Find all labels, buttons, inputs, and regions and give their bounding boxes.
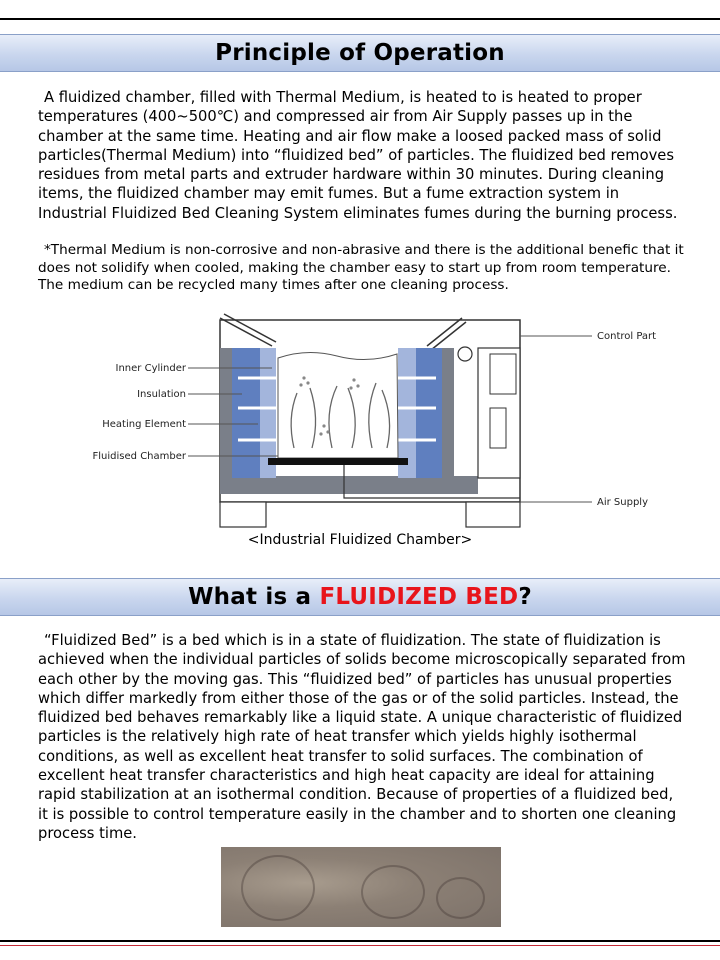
section-title: Principle of Operation [215,40,505,66]
fluidized-bed-photo [221,847,501,927]
principle-paragraph: A fluidized chamber, filled with Thermal Medium, is heated to is heated to proper temperatures (400~500℃) and compressed air from Air Supply passes up in the chamber at the same time. Heating and air flow make a loosed packed mass of solid particles(Thermal Medium) into “fluidized bed” of particles. The fluidized bed removes residues from metal parts and extruder hardware within 30 minutes. During cleaning items, the fluidized chamber may emit fumes. But a fume extraction system in Industrial Fluidized Bed Cleaning System eliminates fumes during the burning process. [38,89,678,222]
diagram-caption: <Industrial Fluidized Chamber> [247,532,473,548]
right-insulation [416,348,442,478]
thermal-medium-note: *Thermal Medium is non-corrosive and non-abrasive and there is the additional benefic that it does not solidify when cooled, making the chamber easy to start up from room temperature. The medium can be recycled many times after one cleaning process. [38,242,684,293]
label-heating-element: Heating Element [102,419,186,430]
title-prefix: What is a [188,584,320,610]
bottom-rule [0,940,720,942]
bottom-accent-rule [0,945,720,946]
label-control-part: Control Part [597,331,657,342]
title-suffix: ? [518,584,532,610]
photo-swirl [436,877,485,919]
photo-swirl [241,855,315,921]
left-frame [220,348,232,494]
right-frame [442,348,454,494]
support-plate [268,458,408,465]
label-inner-cylinder: Inner Cylinder [115,363,186,374]
label-insulation: Insulation [137,389,186,400]
photo-swirl [361,865,425,919]
left-foot [220,502,266,527]
right-foot [466,502,520,527]
fluidized-bed-paragraph: “Fluidized Bed” is a bed which is in a state of fluidization. The state of fluidization is achieved when the individual particles of solids become microscopically separated from each other by the moving gas. This “fluidized bed” of particles has unusual properties which differ markedly from either those of the gas or of the solid particles. Instead, the fluidized bed behaves remarkably like a liquid state. A unique characteristic of fluidized particles is the relatively high rate of heat transfer which yields highly isothermal conditions, as well as excellent heat transfer to solid surfaces. The combination of excellent heat transfer characteristics and high heat capacity are ideal for attaining rapid stabilization at an isothermal condition. Because of properties of a fluidized bed, it is possible to control temperature easily in the chamber and to shorten one cleaning process time. [38,632,686,842]
top-rule [0,18,720,20]
label-fluidised-chamber: Fluidised Chamber [92,451,186,462]
fluidized-bed [278,352,398,458]
control-panel [490,354,516,394]
title-highlight: FLUIDIZED BED [319,584,519,610]
principle-banner [0,34,720,72]
bottom-frame [220,476,478,494]
fluidized-bed-banner [0,578,720,616]
fluidized-chamber-diagram [82,308,682,533]
valve [490,408,506,448]
gauge [458,347,472,361]
label-air-supply: Air Supply [597,497,648,508]
